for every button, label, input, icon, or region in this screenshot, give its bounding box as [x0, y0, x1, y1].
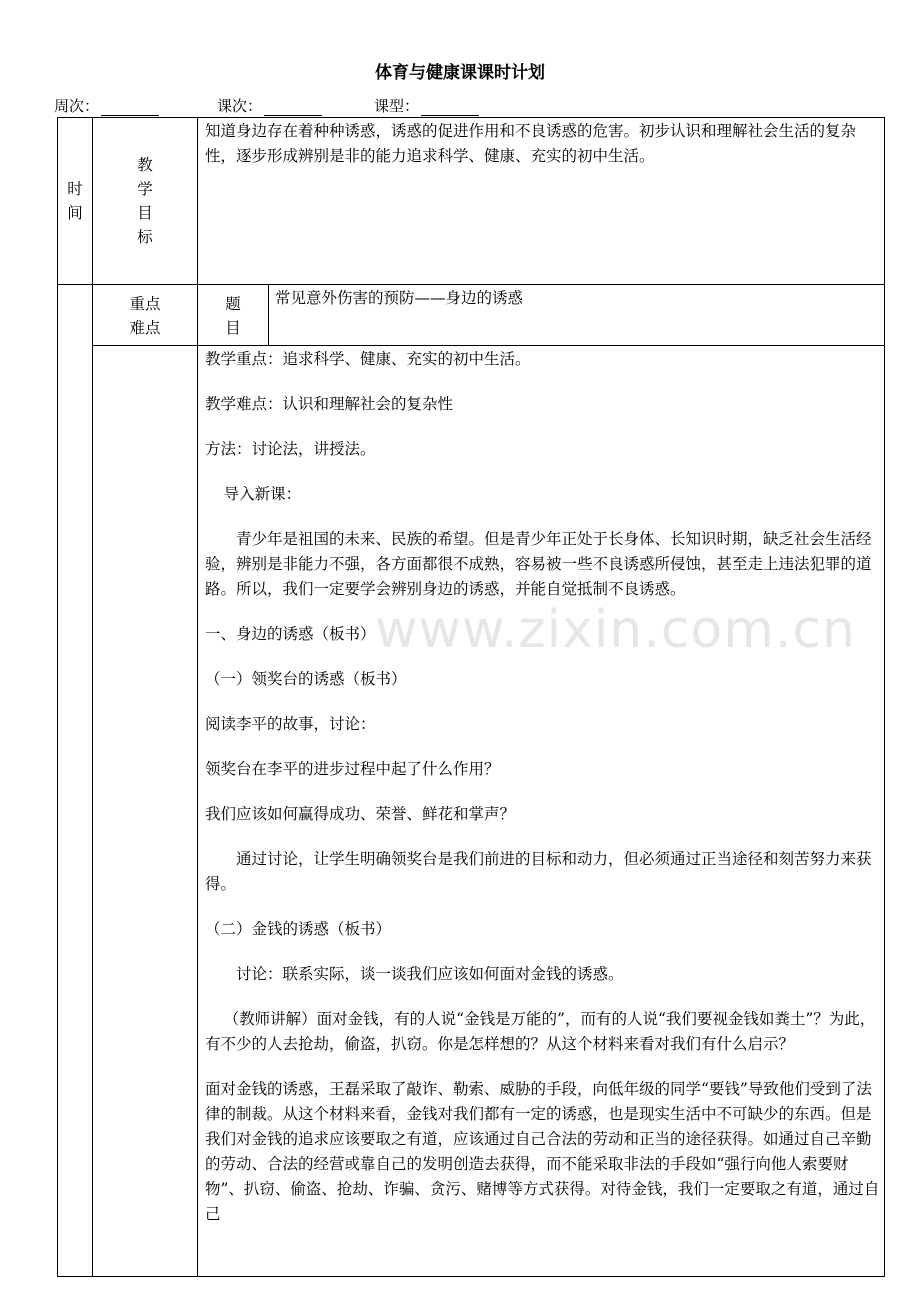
- content-key-point: 教学重点：追求科学、健康、充实的初中生活。: [205, 350, 531, 368]
- content-discussion-1: 通过讨论，让学生明确领奖台是我们前进的目标和动力，但必须通过正当途径和刻苦努力来获得。: [205, 850, 872, 893]
- table-rule-col2: [197, 117, 198, 1277]
- table-border-top: [57, 117, 885, 118]
- content-teacher-explain: （教师讲解）面对金钱，有的人说“金钱是万能的”，而有的人说“我们要视金钱如粪土”？为此，有不少的人去抢劫，偷盗，扒窃。你是怎样想的？从这个材料来看对我们有什么启示？: [205, 1010, 876, 1053]
- lesson-type-label: 课型：: [374, 97, 420, 115]
- watermark: www.zixin.com.cn: [375, 600, 856, 660]
- content-discussion-2: 讨论：联系实际，谈一谈我们应该如何面对金钱的诱惑。: [236, 965, 624, 983]
- table-rule-col1: [92, 117, 93, 1277]
- table-rule-row2: [92, 345, 885, 346]
- objective-label: 教学目标: [137, 156, 153, 246]
- table-rule-row1: [57, 284, 885, 285]
- content-intro-heading: 导入新课：: [223, 485, 302, 503]
- content-difficult-point: 教学难点：认识和理解社会的复杂性: [205, 395, 454, 413]
- lesson-plan-table: [57, 117, 885, 1277]
- table-border-left: [57, 117, 58, 1277]
- week-label: 周次：: [54, 97, 100, 115]
- lesson-type-blank: [421, 101, 479, 116]
- content-subsection-2: （二）金钱的诱惑（板书）: [205, 920, 392, 938]
- content-method: 方法：讨论法，讲授法。: [205, 440, 376, 458]
- content-question-2: 我们应该如何赢得成功、荣誉、鲜花和掌声？: [205, 805, 516, 823]
- table-border-right: [884, 117, 885, 1277]
- content-intro-paragraph: 青少年是祖国的未来、民族的希望。但是青少年正处于长身体、长知识时期，缺乏社会生活经验，辨别是非能力不强，各方面都很不成熟，容易被一些不良诱惑所侵蚀，甚至走上违法犯罪的道路。所以，我们一定要学会辨别身边的诱惑，并能自觉抵制不良诱惑。: [205, 530, 872, 598]
- time-label: 时间: [67, 180, 83, 222]
- page-title: 体育与健康课课时计划: [375, 63, 545, 83]
- content-money-paragraph: 面对金钱的诱惑，王磊采取了敲诈、勒索、威胁的手段，向低年级的同学“要钱”导致他们受到了法律的制裁。从这个材料来看，金钱对我们都有一定的诱惑，也是现实生活中不可缺少的东西。但是我们对金钱的追求应该要取之有道，应该通过自己合法的劳动和正当的途径获得。如通过自己辛勤的劳动、合法的经营或靠自己的发明创造去获得，而不能采取非法的手段如“强行向他人索要财物”、扒窃、偷盗、抢劫、诈骗、贪污、赌博等方式获得。对待金钱，我们一定要取之有道，通过自己: [205, 1080, 880, 1223]
- table-border-bottom: [57, 1276, 885, 1277]
- topic-label: 题目: [225, 295, 241, 337]
- lesson-no-blank: [264, 101, 322, 116]
- content-subsection-1: （一）领奖台的诱惑（板书）: [205, 670, 407, 688]
- topic-text: 常见意外伤害的预防——身边的诱惑: [275, 289, 524, 307]
- key-label: 重点: [129, 295, 161, 313]
- lesson-meta: [54, 95, 479, 116]
- lesson-no-label: 课次：: [217, 97, 263, 115]
- lesson-content: [205, 347, 881, 1247]
- key-difficult-label: [93, 292, 197, 340]
- content-section-1: 一、身边的诱惑（板书）: [205, 625, 376, 643]
- week-blank: [101, 101, 159, 116]
- objective-text: 知道身边存在着种种诱惑，诱惑的促进作用和不良诱惑的危害。初步认识和理解社会生活的复杂性，逐步形成辨别是非的能力追求科学、健康、充实的初中生活。: [205, 122, 857, 165]
- content-question-1: 领奖台在李平的进步过程中起了什么作用？: [205, 760, 500, 778]
- table-rule-topic: [268, 284, 269, 345]
- content-reading: 阅读李平的故事，讨论：: [205, 715, 376, 733]
- difficult-label: 难点: [129, 319, 161, 337]
